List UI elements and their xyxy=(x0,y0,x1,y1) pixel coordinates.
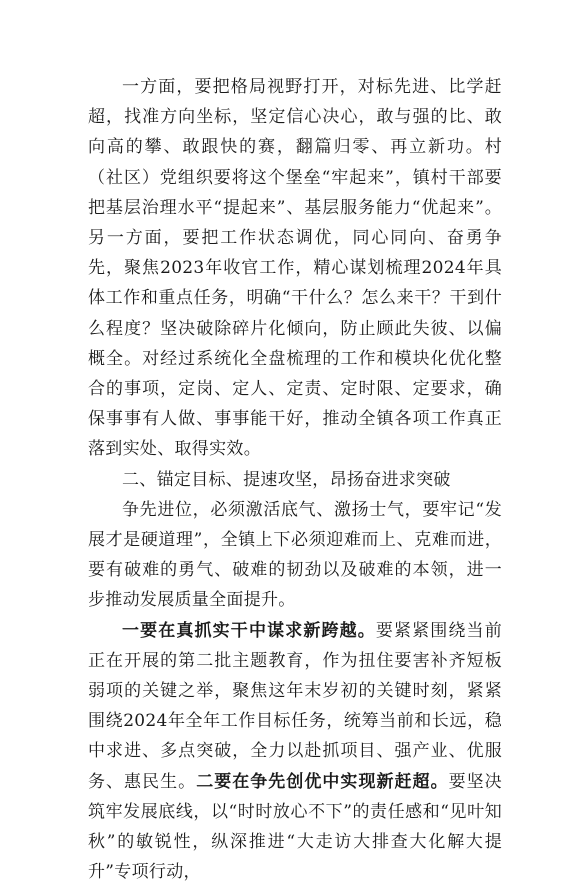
paragraph-2: 争先进位，必须激活底气、激扬士气，要牢记“发展才是硬道理”，全镇上下必须迎难而上、克难而进，要有破难的勇气、破难的韧劲以及破难的本领，进一步推动发展质量全面提升。 xyxy=(88,499,502,611)
paragraph-1: 一方面，要把格局视野打开，对标先进、比学赶超，找准方向坐标，坚定信心决心，敢与强的比、敢向高的攀、敢跟快的赛，翻篇归零、再立新功。村（社区）党组织要将这个堡垒“牢起来”，镇村干部要把基层治理水平“提起来”、基层服务能力“优起来”。另一方面，要把工作状态调优，同心同向、奋勇争先，聚焦2023年收官工作，精心谋划梳理2024年具体工作和重点任务，明确“干什么？怎么来干？干到什么程度？坚决破除碎片化倾向，防止顾此失彼、以偏概全。对经过系统化全盘梳理的工作和模块化优化整合的事项，定岗、定人、定责、定时限、定要求，确保事事有人做、事事能干好，推动全镇各项工作真正落到实处、取得实效。 xyxy=(88,77,502,460)
paragraph-3-body-2: 要坚决筑牢发展底线，以“时时放心不下”的责任感和“见叶知秋”的敏锐性，纵深推进“大走访大排查大化解大提升”专项行动， xyxy=(88,771,502,883)
paragraph-3-body: 要紧紧围绕当前正在开展的第二批主题教育，作为扭住要害补齐短板弱项的关键之举，聚焦这年末岁初的关键时刻，紧紧围绕2024年全年工作目标任务，统筹当前和长远，稳中求进、多点突破，全力以赴抓项目、强产业、优服务、惠民生。 xyxy=(88,620,502,792)
document-body xyxy=(88,72,502,887)
paragraph-3 xyxy=(88,616,502,887)
paragraph-3-lead: 一要在真抓实干中谋求新跨越。 xyxy=(122,620,376,641)
section-heading-2: 二、锚定目标、提速攻坚，昂扬奋进求突破 xyxy=(122,469,451,490)
paragraph-3-lead-2: 二要在争先创优中实现新赶超。 xyxy=(196,771,449,792)
